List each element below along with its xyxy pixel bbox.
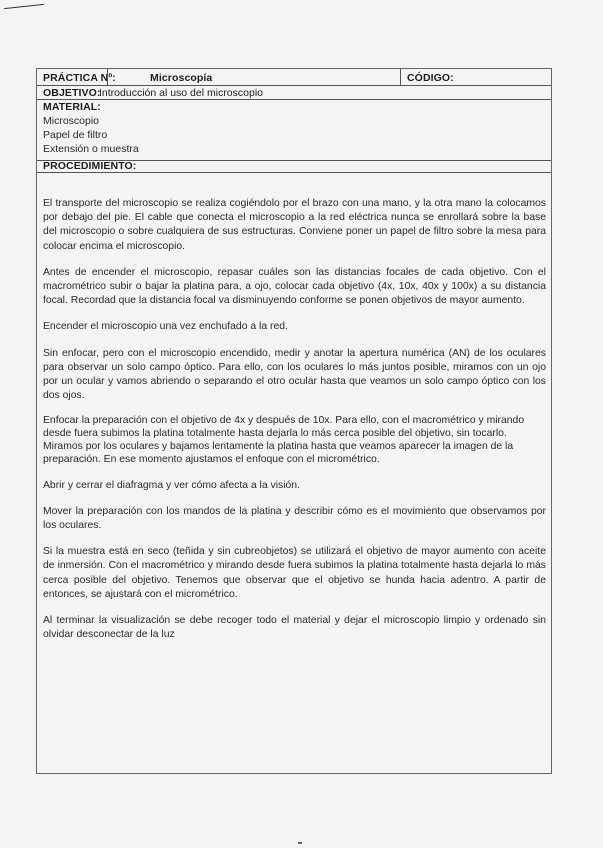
procedure-paragraph: Al terminar la visualización se debe recoger todo el material y dejar el microscopio limpio y ordenado sin olvidar desconectar de la luz (43, 615, 546, 641)
procedure-paragraph: Encender el microscopio una vez enchufado a la red. (43, 321, 288, 333)
procedure-paragraph: Abrir y cerrar el diafragma y ver cómo afecta a la visión. (43, 479, 300, 491)
procedure-paragraph: Enfocar la preparación con el objetivo de 4x y después de 10x. Para ello, con el macrométrico y mirando desde fuera subimos la platina totalmente hasta dejarla lo más cerca posible del objetivo, sin tocarlo. Miramos por los oculares y bajamos lentamente la platina hasta que veamos aparecer la imagen de la preparación. En ese momento ajustamos el enfoque con el micrométrico. (43, 415, 525, 465)
material-item: Papel de filtro (43, 129, 108, 141)
objetivo-text: Introducción al uso del microscopio (99, 87, 264, 99)
procedure-paragraph: El transporte del microscopio se realiza cogiéndolo por el brazo con una mano, y la otra mano la colocamos por debajo del pie. El cable que conecta el microscopio a la red eléctrica nunca se enrollará sobre la base del microscopio o sobre cualquiera de sus estructuras. Conviene poner un papel de filtro sobre la mesa para colocar encima el microscopio. (43, 198, 546, 252)
procedure-paragraph: Si la muestra está en seco (teñida y sin cubreobjetos) se utilizará el objetivo de mayor aumento con aceite de inmersión. Con el macrométrico y mirando desde fuera subimos la platina totalmente hasta dejarla lo más cerca posible del objetivo. Tenemos que observar que el objetivo se hunda hacia adentro. A partir de entonces, se ajustará con el micrométrico. (43, 546, 546, 600)
material-label: MATERIAL: (43, 101, 101, 113)
practica-label: PRÁCTICA Nº: (43, 72, 116, 84)
material-item: Microscopio (43, 115, 100, 127)
procedimiento-header (37, 161, 551, 173)
codigo-label: CÓDIGO: (407, 72, 454, 84)
header-row-objetivo (37, 86, 551, 100)
procedure-paragraph: Antes de encender el microscopio, repasar cuáles son las distancias focales de cada objetivo. Con el macrométrico subir o bajar la platina para, a ojo, colocar cada objetivo (4x, 10x, 40x y 100x) a su distancia focal. Recordad que la distancia focal va disminuyendo conforme se ponen objetivos de mayor aumento. (43, 266, 546, 307)
scan-speck (298, 842, 302, 844)
practice-sheet (36, 68, 552, 774)
material-item: Extensión o muestra (43, 143, 139, 155)
objetivo-label: OBJETIVO: (43, 87, 101, 99)
procedure-paragraph: Mover la preparación con los mandos de la platina y describir cómo es el movimiento que observamos por los oculares. (43, 505, 546, 532)
procedure-paragraph: Sin enfocar, pero con el microscopio encendido, medir y anotar la apertura numérica (AN) de los oculares para observar un solo campo óptico. Para ello, con los oculares lo más juntos posible, miramos con un ojo por un ocular y vamos abriendo o separando el otro ocular hasta que veamos un solo campo óptico con los dos ojos. (43, 347, 546, 402)
header-row-practica (37, 69, 551, 86)
material-section (37, 100, 551, 161)
practica-title: Microscopía (150, 72, 213, 84)
pen-mark (4, 4, 44, 9)
procedimiento-label: PROCEDIMIENTO: (43, 160, 137, 172)
divider (107, 69, 108, 86)
divider (400, 69, 401, 86)
procedure-body (43, 197, 546, 654)
